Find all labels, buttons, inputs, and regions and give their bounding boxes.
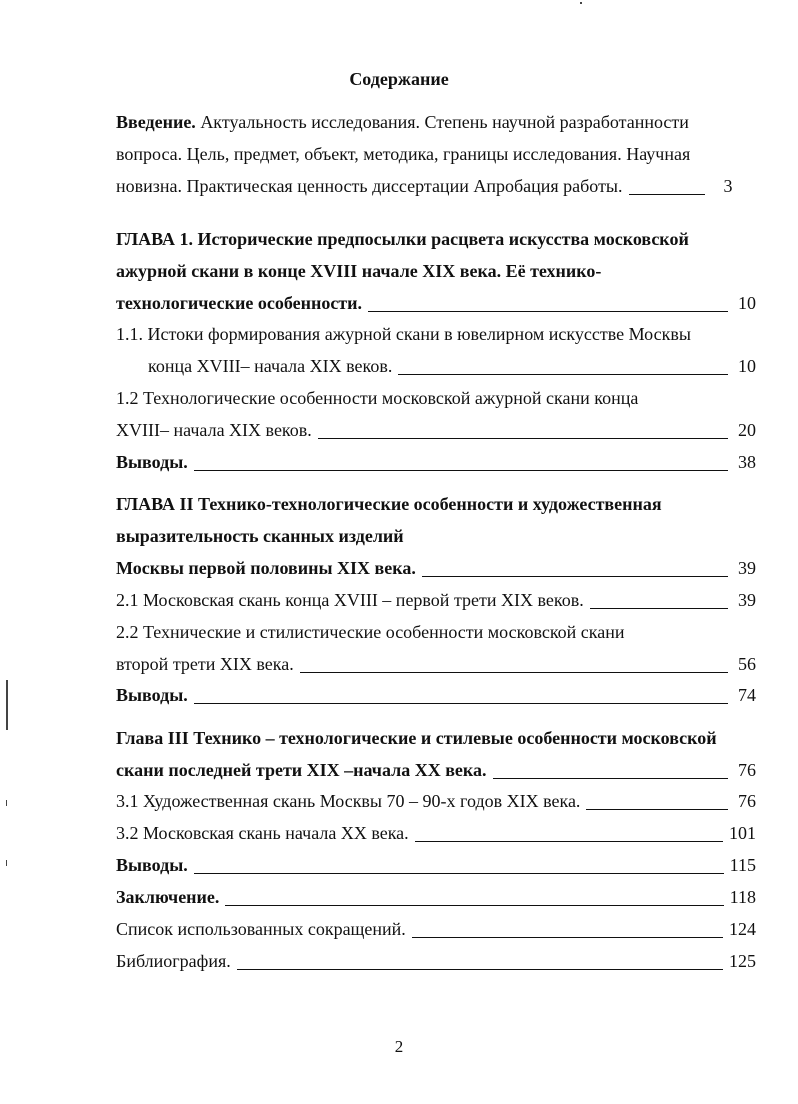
toc-abbr-label: Список использованных сокращений.: [116, 919, 406, 939]
toc-ch1-s1-text-2: конца XVIII– начала XIX веков.: [148, 356, 393, 376]
toc-ch2-line-2: [116, 527, 756, 549]
toc-intro-label: Введение.: [116, 112, 196, 132]
toc-leader: [368, 297, 728, 312]
scan-artifact: [6, 860, 7, 866]
toc-leader: [225, 891, 723, 906]
toc-ch1-conclusions: [116, 453, 756, 475]
toc-ch1-s1-line-1: [116, 325, 756, 347]
toc-ch1-s1-page: 10: [738, 356, 756, 376]
toc-ch1-s2-line-2: [116, 421, 756, 443]
toc-ch3-s1-page: 76: [738, 791, 756, 811]
toc-ch1-s2-page: 20: [738, 420, 756, 440]
toc-leader: [194, 689, 728, 704]
toc-ch2-s2-text-1: 2.2 Технические и стилистические особенности московской скани: [116, 622, 625, 642]
toc-intro-text-3: новизна. Практическая ценность диссертации Апробация работы.: [116, 176, 623, 196]
toc-ch1-title-1: ГЛАВА 1. Исторические предпосылки расцвета искусства московской: [116, 229, 689, 249]
toc-biblio-label: Библиография.: [116, 951, 231, 971]
toc-leader: [398, 360, 728, 375]
toc-leader: [318, 424, 728, 439]
toc-ch3-conc-label: Выводы.: [116, 855, 188, 875]
scan-artifact: [6, 680, 8, 730]
toc-leader: [415, 827, 723, 842]
scan-artifact: [580, 2, 582, 4]
toc-ch1-conc-label: Выводы.: [116, 452, 188, 472]
toc-conclusion-label: Заключение.: [116, 887, 220, 907]
toc-ch2-s2-text-2: второй трети XIX века.: [116, 654, 294, 674]
toc-ch1-line-2: [116, 262, 756, 284]
toc-ch2-s2-line-2: [116, 655, 756, 677]
toc-ch1-page: 10: [738, 293, 756, 313]
page-title: Содержание: [349, 69, 449, 89]
toc-ch1-title-3: технологические особенности.: [116, 293, 363, 313]
toc-ch3-conc-page: 115: [729, 855, 756, 875]
toc-leader: [629, 180, 705, 195]
toc-ch1-s2-text-2: XVIII– начала XIX веков.: [116, 420, 312, 440]
toc-ch1-s2-line-1: [116, 389, 756, 411]
toc-ch3-s1-text: 3.1 Художественная скань Москвы 70 – 90-х годов XIX века.: [116, 791, 581, 811]
toc-ch3-title-1: Глава III Технико – технологические и стилевые особенности московской: [116, 728, 717, 748]
toc-leader: [412, 923, 723, 938]
toc-ch3-s2-line: [116, 824, 756, 846]
toc-ch2-conc-page: 74: [738, 685, 756, 705]
toc-ch2-page: 39: [738, 558, 756, 578]
toc-biblio-page: 125: [729, 951, 756, 971]
toc-ch1-line-1: [116, 230, 756, 252]
toc-conclusion-page: 118: [729, 887, 756, 907]
toc-leader: [586, 795, 728, 810]
toc-abbreviations: [116, 920, 756, 942]
toc-ch1-conc-page: 38: [738, 452, 756, 472]
toc-ch1-title-2: ажурной скани в конце XVIII начале XIX века. Её технико-: [116, 261, 602, 281]
toc-intro-text-2: вопроса. Цель, предмет, объект, методика, границы исследования. Научная: [116, 144, 691, 164]
toc-abbr-page: 124: [729, 919, 756, 939]
toc-conclusion: [116, 888, 756, 910]
toc-intro-line-2: [116, 145, 756, 167]
toc-intro-text-1: Актуальность исследования. Степень научной разработанности: [195, 112, 689, 132]
toc-ch3-s1-line: [116, 792, 756, 814]
toc-ch2-s2-page: 56: [738, 654, 756, 674]
toc-leader: [194, 859, 724, 874]
toc-ch3-s2-text: 3.2 Московская скань начала XX века.: [116, 823, 409, 843]
toc-ch1-s2-text-1: 1.2 Технологические особенности московской ажурной скани конца: [116, 388, 639, 408]
toc-leader: [422, 562, 728, 577]
toc-leader: [590, 594, 728, 609]
toc-intro-page: 3: [723, 176, 733, 196]
toc-leader: [300, 658, 728, 673]
toc-ch2-title-1: ГЛАВА II Технико-технологические особенности и художественная: [116, 494, 662, 514]
toc-intro-line-1: [116, 113, 756, 135]
toc-ch2-s2-line-1: [116, 623, 756, 645]
page-number: 2: [394, 1037, 404, 1056]
toc-leader: [237, 955, 723, 970]
toc-ch2-title-3: Москвы первой половины XIX века.: [116, 558, 416, 578]
toc-ch3-conclusions: [116, 856, 756, 878]
toc-ch1-s1-text-1: 1.1. Истоки формирования ажурной скани в ювелирном искусстве Москвы: [116, 324, 691, 344]
toc-leader: [194, 456, 728, 471]
toc-ch2-conclusions: [116, 686, 756, 708]
toc-ch3-line-2: [116, 761, 756, 783]
toc-ch1-line-3: [116, 294, 756, 316]
toc-ch2-s1-text: 2.1 Московская скань конца XVIII – первой трети XIX веков.: [116, 590, 584, 610]
toc-bibliography: [116, 952, 756, 974]
toc-ch2-conc-label: Выводы.: [116, 685, 188, 705]
toc-ch1-s1-line-2: [148, 357, 756, 379]
toc-ch2-line-3: [116, 559, 756, 581]
toc-intro-line-3: [116, 177, 756, 199]
toc-ch2-line-1: [116, 495, 756, 517]
toc-leader: [493, 764, 728, 779]
toc-ch2-s1-line: [116, 591, 756, 613]
toc-ch3-title-2: скани последней трети XIX –начала XX века.: [116, 760, 487, 780]
scan-artifact: [6, 800, 7, 806]
toc-ch3-page: 76: [738, 760, 756, 780]
toc-ch3-s2-page: 101: [729, 823, 756, 843]
toc-ch3-line-1: [116, 729, 756, 751]
toc-ch2-s1-page: 39: [738, 590, 756, 610]
toc-ch2-title-2: выразительность сканных изделий: [116, 526, 404, 546]
